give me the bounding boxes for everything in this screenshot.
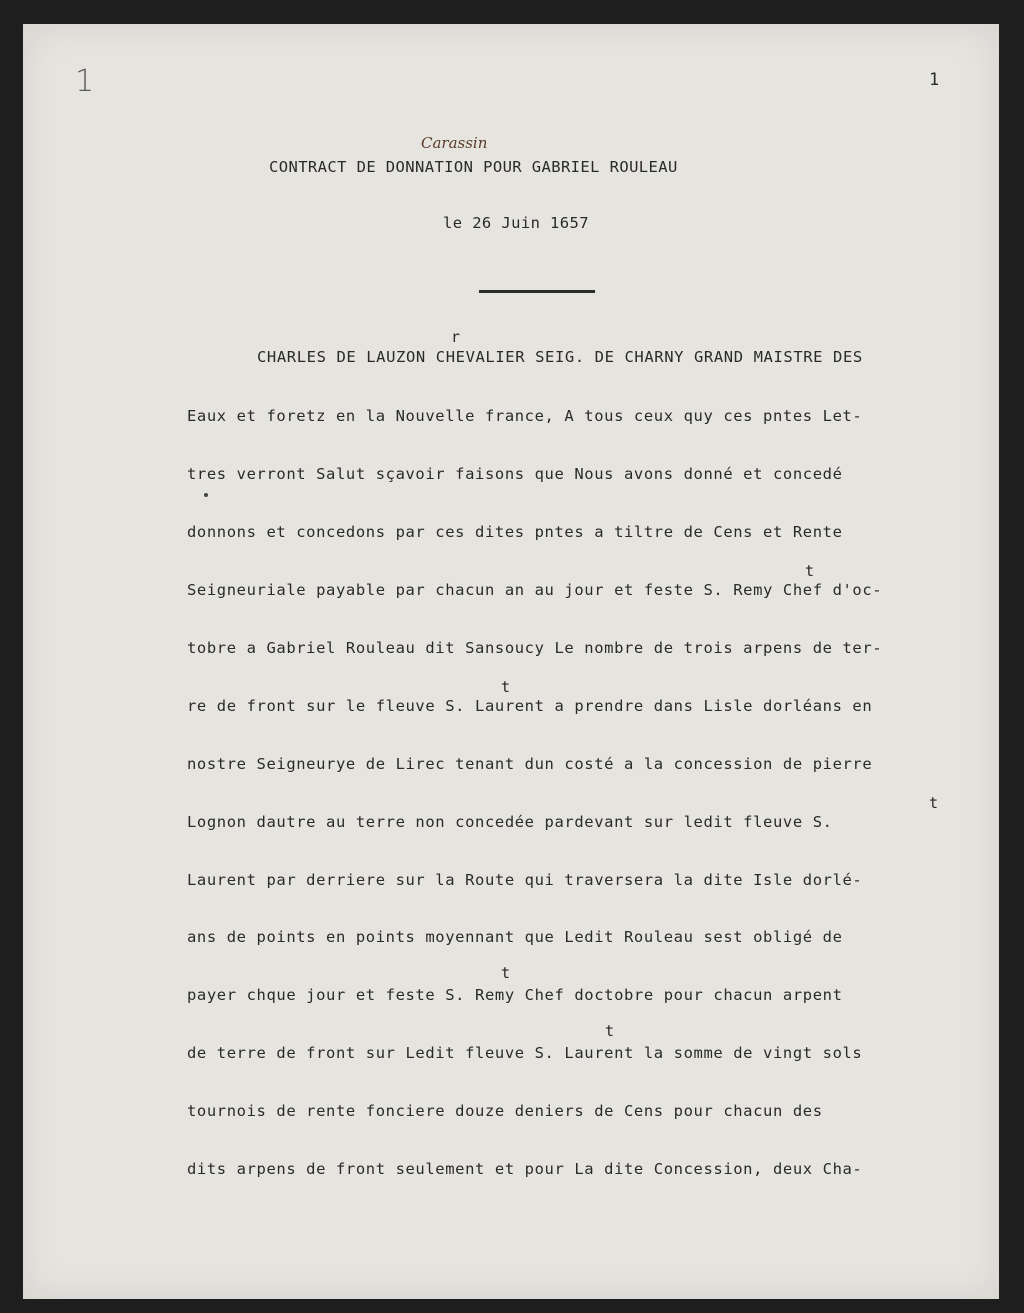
body-line: de terre de front sur Ledit fleuve S. Laurent la somme de vingt sols <box>187 1044 863 1062</box>
superscript-mark: t <box>929 794 939 812</box>
body-line: payer chque jour et feste S. Remy Chef doctobre pour chacun arpent <box>187 986 843 1004</box>
body-line: re de front sur le fleuve S. Laurent a prendre dans Lisle dorléans en <box>187 697 873 715</box>
body-line: tournois de rente fonciere douze deniers de Cens pour chacun des <box>187 1102 823 1120</box>
body-line: nostre Seigneurye de Lirec tenant dun costé a la concession de pierre <box>187 755 873 773</box>
document-date: le 26 Juin 1657 <box>443 214 589 232</box>
stray-mark <box>204 493 208 497</box>
body-line: donnons et concedons par ces dites pntes a tiltre de Cens et Rente <box>187 523 843 541</box>
superscript-mark: t <box>605 1022 615 1040</box>
body-line: dits arpens de front seulement et pour La dite Concession, deux Cha- <box>187 1160 863 1178</box>
body-line: Lognon dautre au terre non concedée pardevant sur ledit fleuve S. <box>187 813 833 831</box>
typed-page-number: 1 <box>929 70 940 90</box>
pencil-page-number: 1 <box>75 64 95 99</box>
superscript-mark: t <box>501 678 511 696</box>
body-line: Seigneuriale payable par chacun an au jour et feste S. Remy Chef d'oc- <box>187 581 883 599</box>
document-title: CONTRACT DE DONNATION POUR GABRIEL ROULEAU <box>269 158 678 176</box>
body-line: tobre a Gabriel Rouleau dit Sansoucy Le nombre de trois arpens de ter- <box>187 639 883 657</box>
body-line: ans de points en points moyennant que Ledit Rouleau sest obligé de <box>187 928 843 946</box>
superscript-mark: r <box>451 328 461 346</box>
body-line: Laurent par derriere sur la Route qui traversera la dite Isle dorlé- <box>187 871 863 889</box>
body-line: CHARLES DE LAUZON CHEVALIER SEIG. DE CHARNY GRAND MAISTRE DES <box>257 348 863 366</box>
body-line: tres verront Salut sçavoir faisons que Nous avons donné et concedé <box>187 465 843 483</box>
title-divider <box>479 290 595 293</box>
body-line: Eaux et foretz en la Nouvelle france, A tous ceux quy ces pntes Let- <box>187 407 863 425</box>
superscript-mark: t <box>501 964 511 982</box>
superscript-mark: t <box>805 562 815 580</box>
document-page <box>23 24 999 1299</box>
handwritten-annotation: Carassin <box>421 134 488 152</box>
